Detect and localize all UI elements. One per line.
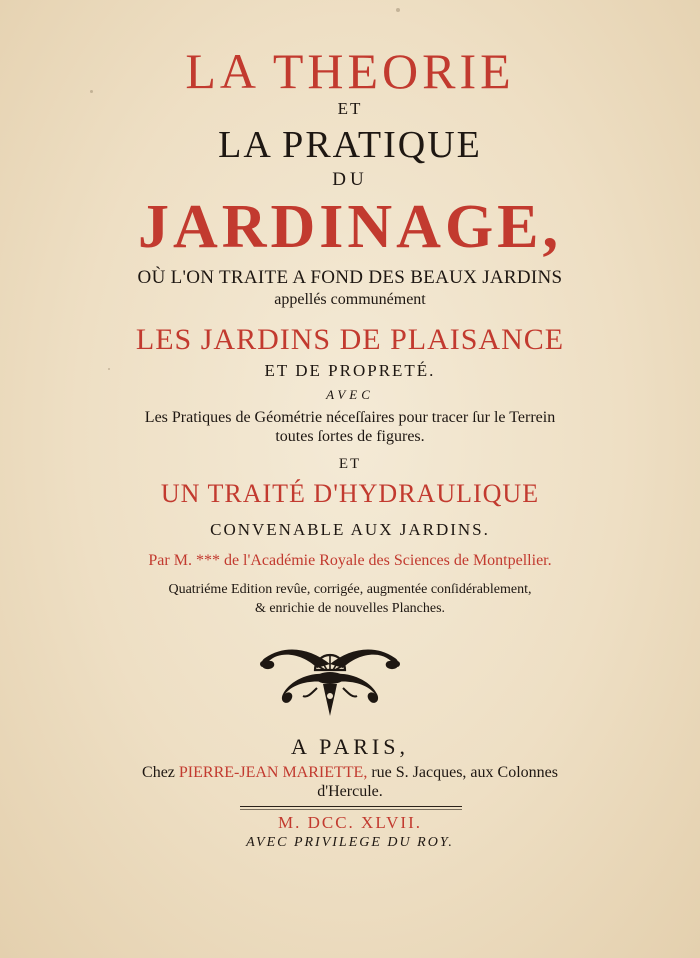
subtitle-propreté: ET DE PROPRETÉ. [264, 361, 436, 380]
subtitle-appelles: appellés communément [274, 291, 426, 308]
author-line: Par M. *** de l'Académie Royale des Sciences de Montpellier. [148, 552, 552, 569]
title-line-pratique: LA PRATIQUE [218, 124, 482, 166]
subtitle-convenable: CONVENABLE AUX JARDINS. [210, 520, 490, 539]
title-traite-hydraulique: UN TRAITÉ D'HYDRAULIQUE [160, 479, 540, 508]
publisher-name: PIERRE-JEAN MARIETTE, [178, 764, 368, 781]
imprint-chez: Chez [142, 764, 179, 781]
title-line-du: DU [332, 169, 368, 190]
imprint-rule [240, 806, 462, 807]
fleuron-ornament [255, 636, 405, 722]
imprint-rule-2 [240, 809, 462, 810]
imprint-privilege: AVEC PRIVILEGE DU ROY. [246, 835, 454, 850]
line-toutes-sortes: toutes ſortes de figures. [275, 428, 425, 445]
line-avec: AVEC [326, 387, 374, 402]
imprint-date: M. DCC. XLVII. [277, 813, 423, 832]
foxing-spot [108, 368, 110, 370]
title-line-et-2: ET [338, 456, 362, 472]
title-jardins-de-plaisance: LES JARDINS DE PLAISANCE [135, 323, 565, 356]
subtitle-beaux-jardins: OÙ L'ON TRAITE A FOND DES BEAUX JARDINS [137, 267, 563, 288]
foxing-spot [90, 90, 93, 93]
title-line-jardinage: JARDINAGE, [137, 193, 563, 261]
edition-line-1: Quatriéme Edition revûe, corrigée, augmentée conſidérablement, [168, 582, 532, 597]
imprint-paris: A PARIS, [290, 734, 409, 759]
imprint-publisher-line [0, 765, 700, 781]
foxing-spot [396, 8, 400, 12]
edition-line-2: & enrichie de nouvelles Planches. [254, 601, 446, 616]
imprint-address: rue S. Jacques, aux Colonnes [367, 764, 558, 781]
imprint-hercule: d'Hercule. [317, 783, 383, 800]
line-pratiques-geometrie: Les Pratiques de Géométrie néceſſaires pour tracer ſur le Terrein [144, 409, 556, 426]
title-line-et-1: ET [337, 99, 363, 118]
title-line-theorie: LA THEORIE [185, 43, 515, 99]
